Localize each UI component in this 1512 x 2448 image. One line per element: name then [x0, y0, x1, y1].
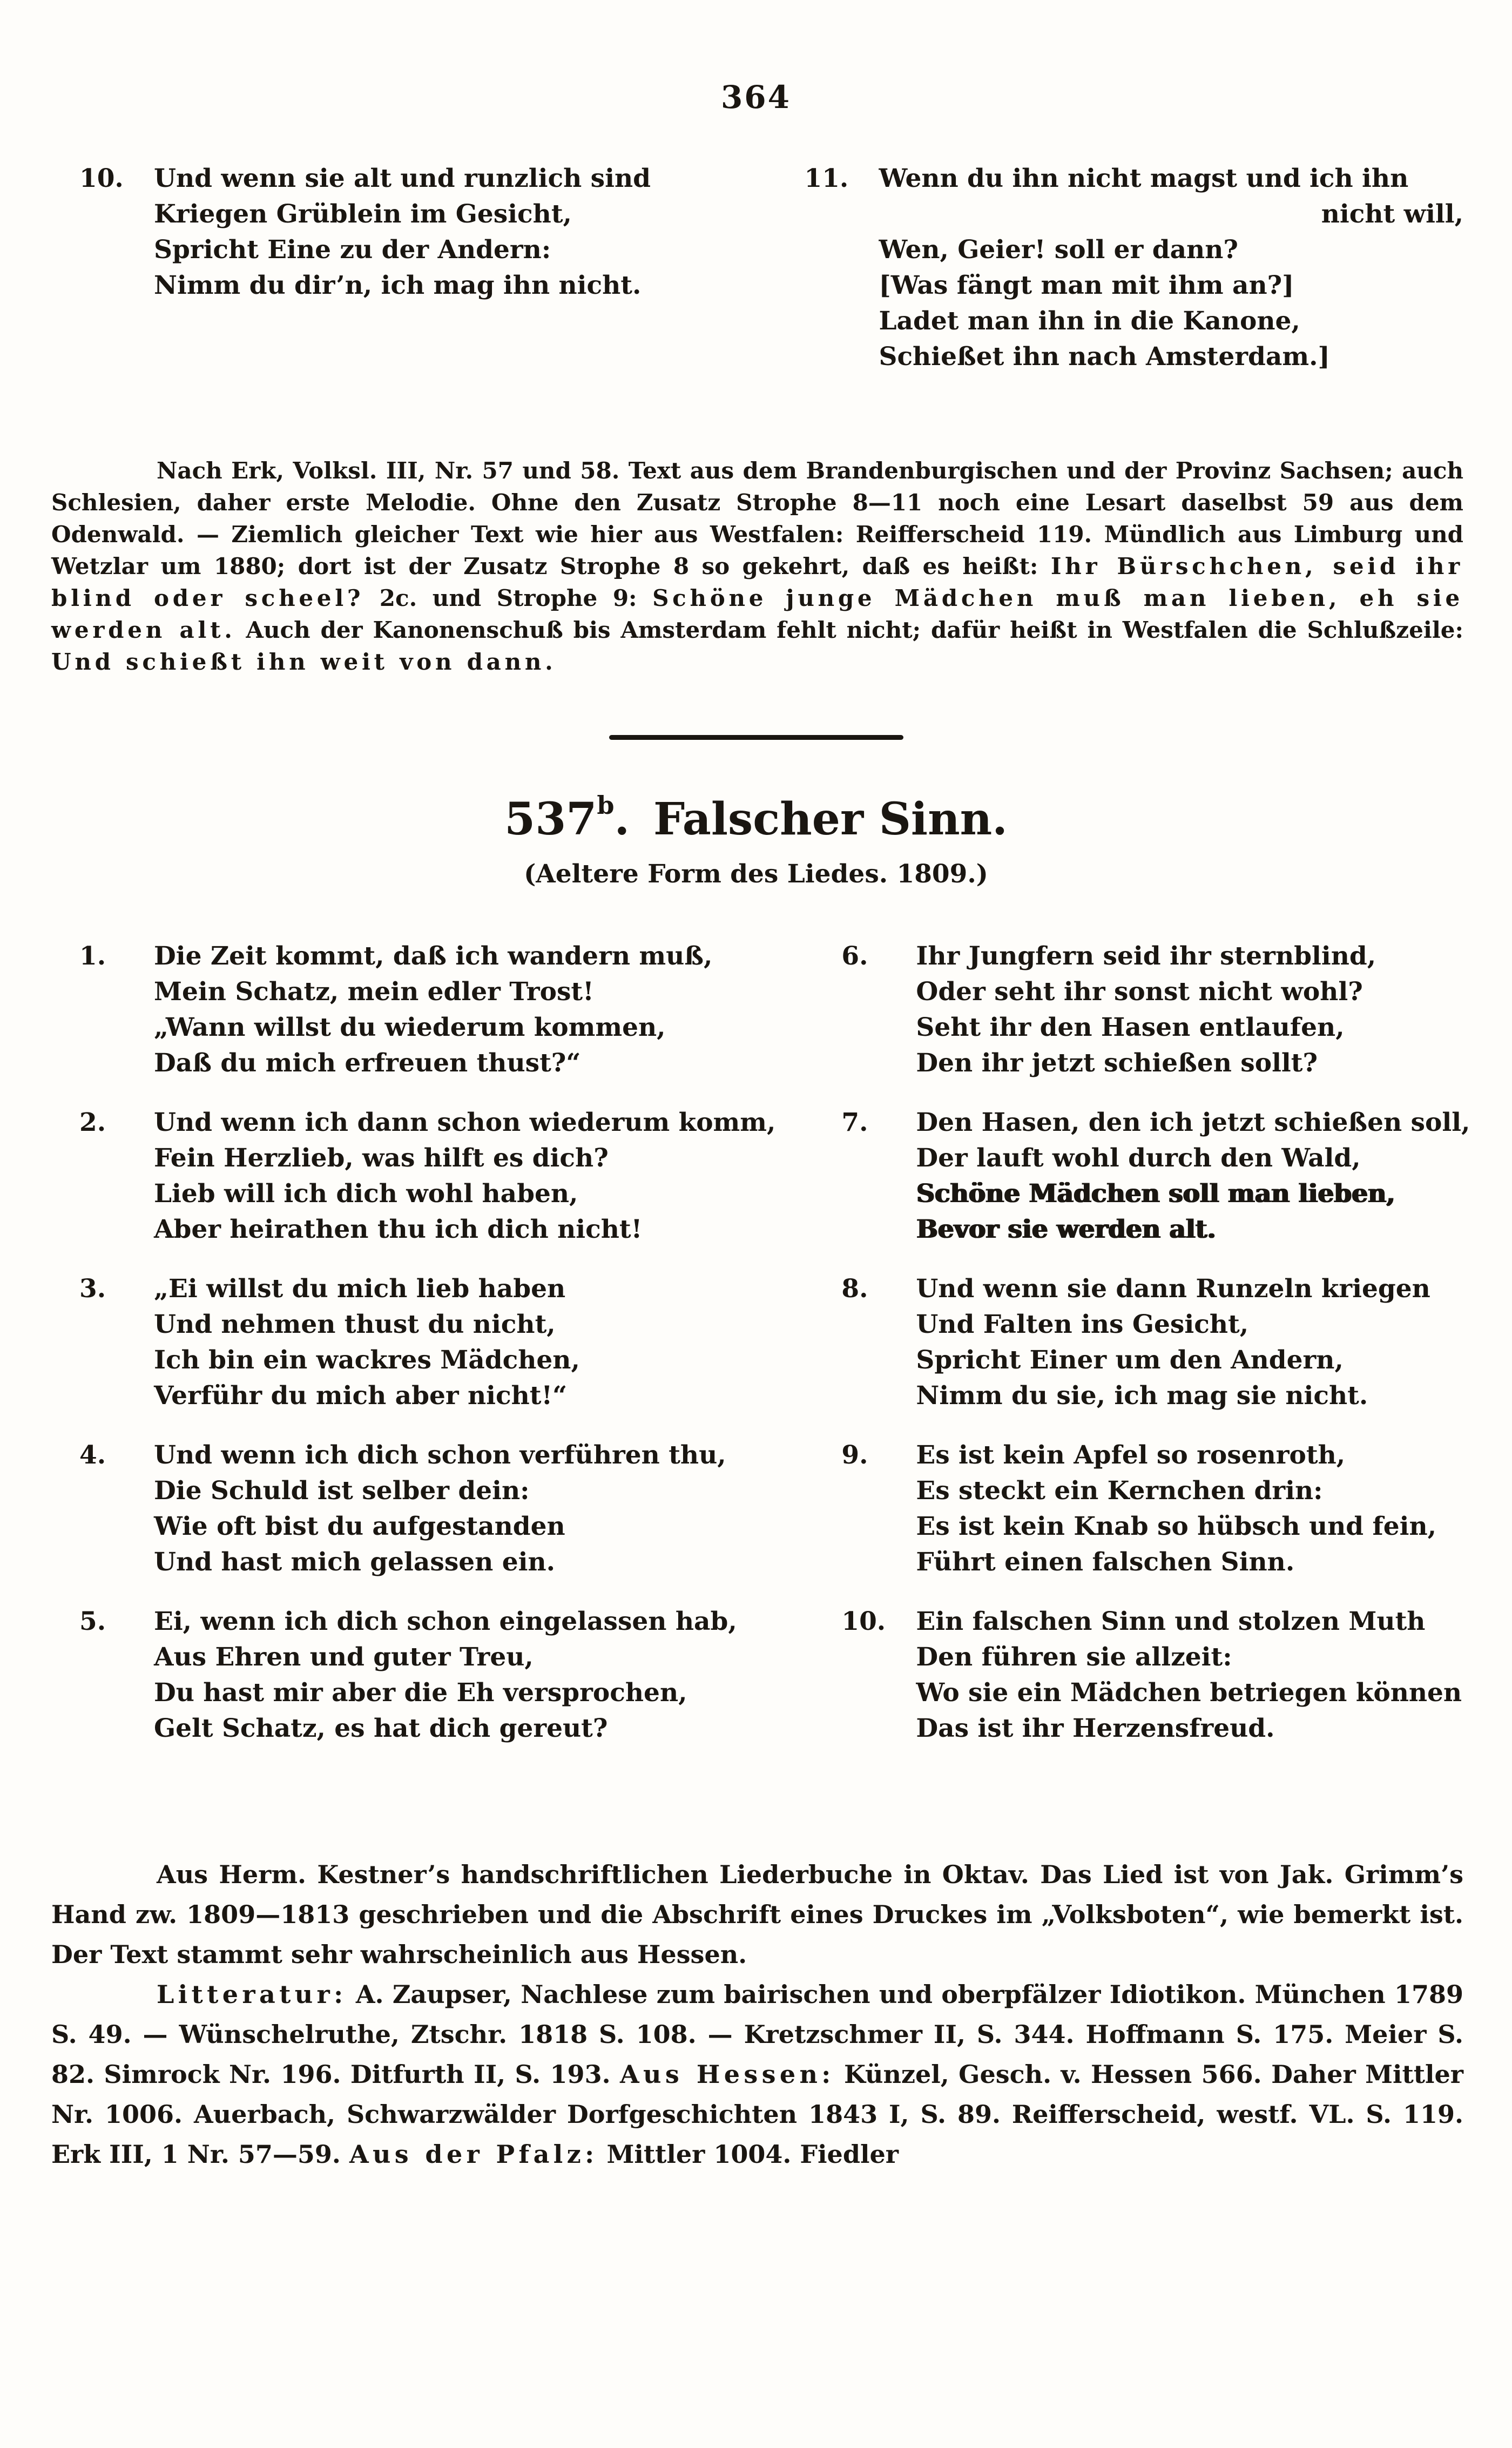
page-number: 364: [720, 79, 792, 116]
verse-9: [813, 1438, 1470, 1580]
verse-line: Schießet ihn nach Amsterdam.]: [879, 342, 1330, 372]
verse-line: Mein Schatz, mein edler Trost!: [154, 977, 594, 1007]
verse-line: Ein falschen Sinn und stolzen Muth: [916, 1607, 1426, 1636]
right-column: [813, 939, 1470, 1746]
verse-line: Daß du mich erfreuen thust?“: [154, 1048, 581, 1078]
verse-number: 2.: [79, 1108, 106, 1137]
verse-line: Den Hasen, den ich jetzt schießen soll,: [916, 1108, 1470, 1137]
verse-line: „Wann willst du wiederum kommen,: [154, 1013, 666, 1042]
verse-number: 7.: [841, 1108, 868, 1137]
verse-lines: [154, 161, 739, 304]
verse-lines: [916, 1105, 1470, 1247]
verse-3: [51, 1271, 775, 1414]
footnote-segment: Aus Hessen:: [620, 2060, 835, 2089]
verse-line: Oder seht ihr sonst nicht wohl?: [916, 977, 1363, 1007]
verse-line: Und Falten ins Gesicht,: [916, 1310, 1249, 1339]
song-number-dot: .: [614, 793, 630, 845]
verse-4: [51, 1438, 775, 1580]
footnotes-block: [51, 1854, 1463, 2174]
song-verses: [0, 939, 1512, 1746]
verse-lines: [879, 161, 1464, 375]
verse-line: Wenn du ihn nicht magst und ich ihn: [879, 164, 1409, 193]
verse-10-main: [813, 1604, 1470, 1746]
verse-line: Und hast mich gelassen ein.: [154, 1547, 556, 1577]
verse-line: Seht ihr den Hasen entlaufen,: [916, 1013, 1345, 1042]
verse-line: Nimm du sie, ich mag sie nicht.: [916, 1381, 1368, 1411]
verse-line: Führt einen falschen Sinn.: [916, 1547, 1295, 1577]
verse-line: Spricht Einer um den Andern,: [916, 1345, 1344, 1375]
verse-line: Und wenn sie dann Runzeln kriegen: [916, 1274, 1430, 1304]
verse-line: Den ihr jetzt schießen sollt?: [916, 1048, 1318, 1078]
verse-number: 9.: [841, 1440, 868, 1470]
left-column: [51, 161, 739, 304]
verse-line: Die Zeit kommt, daß ich wandern muß,: [154, 941, 713, 971]
verse-line: Den führen sie allzeit:: [916, 1642, 1232, 1672]
verse-line: Ladet man ihn in die Kanone,: [879, 306, 1300, 336]
song-number: 537: [504, 793, 597, 845]
verse-7: [813, 1105, 1470, 1247]
verse-11: [777, 161, 1464, 375]
song-title: [0, 791, 1512, 845]
verse-lines: [154, 1604, 775, 1746]
verse-line: Ei, wenn ich dich schon eingelassen hab,: [154, 1607, 737, 1636]
footnote-segment: A. Zaupser, Nachlese zum bairischen und oberpfälzer Idiotikon. München 1789 S. 49. — Wünschelruthe, Ztschr. 1818 S. 108. — Kretzschmer II, S. 344. Hoffmann S. 175. Meier S. 82. Simrock Nr. 196. Ditfurth II, S. 193.: [51, 1980, 1463, 2089]
verse-lines: [154, 939, 775, 1081]
note-segment: Nach Erk, Volksl. III, Nr. 57 und 58. Text aus dem Brandenburgischen und der Provinz Sachsen; auch Schlesien, daher erste Melodie. Ohne den Zusatz Strophe 8—11 noch eine Lesart daselbst 59 aus dem Odenwald. — Ziemlich gleicher Text wie hier aus Westfalen: Reifferscheid 119. Mündlich aus Limburg und Wetzlar um 1880; dort ist der Zusatz Strophe 8 so gekehrt, daß es heißt:: [51, 457, 1463, 579]
verse-line: Es ist kein Knab so hübsch und fein,: [916, 1512, 1437, 1541]
litteratur-paragraph: [51, 1974, 1463, 2174]
song-number-superscript: b: [597, 791, 615, 820]
verse-line: Bevor sie werden alt.: [916, 1215, 1216, 1244]
footnote-segment: Mittler 1004. Fiedler: [598, 2140, 899, 2169]
verse-line: Und wenn ich dich schon verführen thu,: [154, 1440, 726, 1470]
note-segment: Ihr Bürschchen, seid ihr blind oder scheel?: [51, 553, 1463, 611]
verse-line: Wen, Geier! soll er dann?: [879, 235, 1238, 265]
verse-line: Du hast mir aber die Eh versprochen,: [154, 1678, 687, 1708]
verse-line: Und wenn ich dann schon wiederum komm,: [154, 1108, 776, 1137]
verse-10: [51, 161, 739, 304]
verse-number: 3.: [79, 1274, 106, 1304]
provenance-paragraph: [51, 1854, 1463, 1974]
section-divider-rule: [609, 735, 903, 740]
footnote-segment: Litteratur:: [157, 1980, 347, 2009]
verse-lines: [154, 1105, 775, 1247]
verse-6: [813, 939, 1470, 1081]
verse-line: Lieb will ich dich wohl haben,: [154, 1179, 578, 1209]
note-segment: Schöne junge Mädchen muß man lieben, eh sie werden alt.: [51, 585, 1463, 643]
footnote-segment: Aus der Pfalz:: [349, 2140, 598, 2169]
note-segment: Und schießt ihn weit von dann.: [51, 649, 557, 675]
verse-line: Wie oft bist du aufgestanden: [154, 1512, 565, 1541]
verse-line: Aus Ehren und guter Treu,: [154, 1642, 534, 1672]
right-column: [777, 161, 1464, 375]
verse-lines: [916, 1271, 1470, 1414]
verse-8: [813, 1271, 1470, 1414]
verse-lines: [916, 1438, 1470, 1580]
verse-number: 5.: [79, 1607, 106, 1636]
verse-number: 6.: [841, 941, 868, 971]
verse-lines: [916, 1604, 1470, 1746]
verse-lines: [154, 1271, 775, 1414]
song-title-text: Falscher Sinn.: [653, 793, 1008, 845]
note-segment: 2c. und Strophe 9:: [364, 585, 653, 611]
verse-line: Und wenn sie alt und runzlich sind: [154, 164, 651, 193]
verse-lines: [154, 1438, 775, 1580]
verse-line: Nimm du dir’n, ich mag ihn nicht.: [154, 271, 642, 300]
verse-number: 1.: [79, 941, 106, 971]
verse-line: Es steckt ein Kernchen drin:: [916, 1476, 1323, 1506]
verse-line: „Ei willst du mich lieb haben: [154, 1274, 566, 1304]
verse-5: [51, 1604, 775, 1746]
verse-line: [Was fängt man mit ihm an?]: [879, 271, 1294, 300]
verse-2: [51, 1105, 775, 1247]
verse-1: [51, 939, 775, 1081]
verse-line: Verführ du mich aber nicht!“: [154, 1381, 568, 1411]
song-subtitle: (Aeltere Form des Liedes. 1809.): [524, 859, 988, 889]
verse-line: Wo sie ein Mädchen betriegen können: [916, 1678, 1462, 1708]
verse-line: Fein Herzlieb, was hilft es dich?: [154, 1143, 609, 1173]
previous-song-final-verses: [0, 161, 1512, 375]
verse-line: nicht will,: [1321, 199, 1463, 229]
verse-number: 4.: [79, 1440, 106, 1470]
verse-line: Spricht Eine zu der Andern:: [154, 235, 551, 265]
verse-number: 11.: [804, 164, 849, 193]
left-column: [51, 939, 775, 1746]
verse-number: 10.: [79, 164, 124, 193]
verse-line: Ich bin ein wackres Mädchen,: [154, 1345, 580, 1375]
verse-line: Ihr Jungfern seid ihr sternblind,: [916, 941, 1376, 971]
verse-line: Es ist kein Apfel so rosenroth,: [916, 1440, 1346, 1470]
verse-line: Der lauft wohl durch den Wald,: [916, 1143, 1361, 1173]
verse-line: Und nehmen thust du nicht,: [154, 1310, 556, 1339]
verse-number: 10.: [841, 1607, 886, 1636]
verse-line: Die Schuld ist selber dein:: [154, 1476, 530, 1506]
verse-line: Schöne Mädchen soll man lieben,: [916, 1179, 1395, 1209]
note-segment: Auch der Kanonenschuß bis Amsterdam fehlt nicht; dafür heißt in Westfalen die Schlußzeile:: [235, 617, 1463, 643]
verse-lines: [916, 939, 1470, 1081]
verse-number: 8.: [841, 1274, 868, 1304]
source-note: [51, 455, 1463, 678]
verse-line: Aber heirathen thu ich dich nicht!: [154, 1215, 643, 1244]
verse-line: Gelt Schatz, es hat dich gereut?: [154, 1714, 608, 1743]
verse-line: Kriegen Grüblein im Gesicht,: [154, 199, 572, 229]
footnote-segment: Künzel, Gesch. v. Hessen 566. Daher Mittler Nr. 1006. Auerbach, Schwarzwälder Dorfgeschichten 1843 I, S. 89. Reifferscheid, westf. VL. S. 119. Erk III, 1 Nr. 57—59.: [51, 2060, 1464, 2169]
footnote-segment: Aus Herm. Kestner’s handschriftlichen Liederbuche in Oktav. Das Lied ist von Jak. Grimm’s Hand zw. 1809—1813 geschrieben und die Abschrift eines Druckes im „Volksboten“, wie bemerkt ist. Der Text stammt sehr wahrscheinlich aus Hessen.: [51, 1860, 1463, 1969]
verse-line: Das ist ihr Herzensfreud.: [916, 1714, 1275, 1743]
